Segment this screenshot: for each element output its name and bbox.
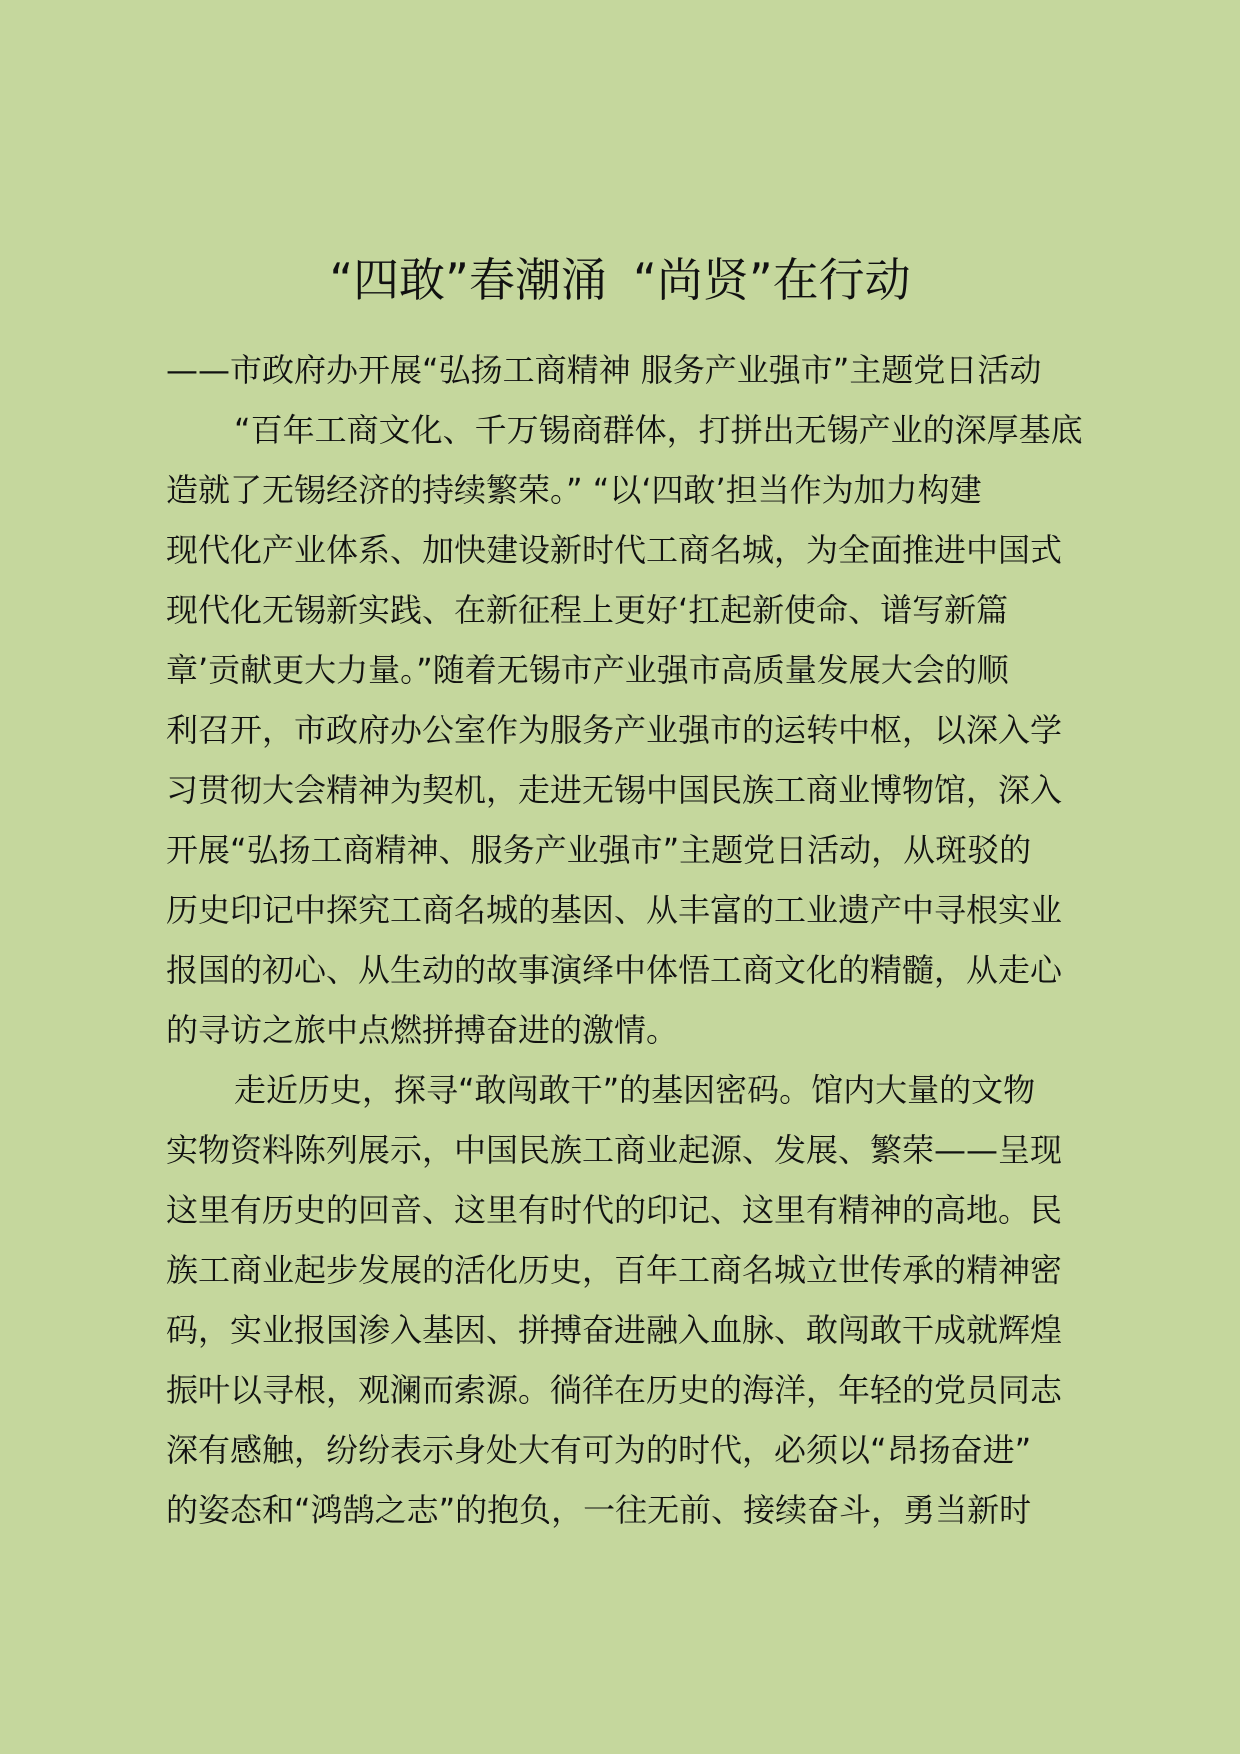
paragraph-2-line: 族工商业起步发展的活化历史，百年工商名城立世传承的精神密 (166, 1251, 1063, 1289)
paragraph-1-line: 现代化产业体系、加快建设新时代工商名城，为全面推进中国式 (166, 531, 1063, 569)
paragraph-1-line: 开展“弘扬工商精神、服务产业强市”主题党日活动，从斑驳的 (166, 831, 1032, 869)
title-part-2: “尚贤”在行动 (633, 253, 911, 307)
paragraph-1-line: 利召开，市政府办公室作为服务产业强市的运转中枢，以深入学 (166, 711, 1063, 749)
paragraph-1-line: 章’贡献更大力量。”随着无锡市产业强市高质量发展大会的顺 (166, 651, 1009, 689)
paragraph-1-line: 习贯彻大会精神为契机，走进无锡中国民族工商业博物馆，深入 (166, 771, 1063, 809)
paragraph-1-line: 报国的初心、从生动的故事演绎中体悟工商文化的精髓，从走心 (166, 951, 1063, 989)
subtitle: ——市政府办开展“弘扬工商精神 服务产业强市”主题党日活动 (166, 351, 1042, 389)
paragraph-2-line: 实物资料陈列展示，中国民族工商业起源、发展、繁荣——呈现 (166, 1131, 1063, 1169)
paragraph-1-line: 历史印记中探究工商名城的基因、从丰富的工业遗产中寻根实业 (166, 891, 1063, 929)
paragraph-1-line: 的寻访之旅中点燃拼搏奋进的激情。 (166, 1011, 679, 1049)
paragraph-2-line: 码，实业报国渗入基因、拼搏奋进融入血脉、敢闯敢干成就辉煌 (166, 1311, 1063, 1349)
paragraph-2-line: 走近历史，探寻“敢闯敢干”的基因密码。馆内大量的文物 (234, 1071, 1036, 1109)
paragraph-1-line: 现代化无锡新实践、在新征程上更好‘扛起新使命、谱写新篇 (166, 591, 1009, 629)
title-part-1: “四敢”春潮涌 (329, 253, 607, 307)
document-title (0, 248, 1240, 312)
paragraph-2-line: 振叶以寻根，观澜而索源。徜徉在历史的海洋，年轻的党员同志 (166, 1371, 1063, 1409)
paragraph-2-line: 这里有历史的回音、这里有时代的印记、这里有精神的高地。民 (166, 1191, 1063, 1229)
paragraph-1-line: 造就了无锡经济的持续繁荣。” “以‘四敢’担当作为加力构建 (166, 471, 982, 509)
paragraph-1-line: “百年工商文化、千万锡商群体，打拼出无锡产业的深厚基底 (234, 411, 1083, 449)
paragraph-2-line: 的姿态和“鸿鹄之志”的抱负，一往无前、接续奋斗，勇当新时 (166, 1491, 1032, 1529)
paragraph-2-line: 深有感触，纷纷表示身处大有可为的时代，必须以“昂扬奋进” (166, 1431, 1032, 1469)
